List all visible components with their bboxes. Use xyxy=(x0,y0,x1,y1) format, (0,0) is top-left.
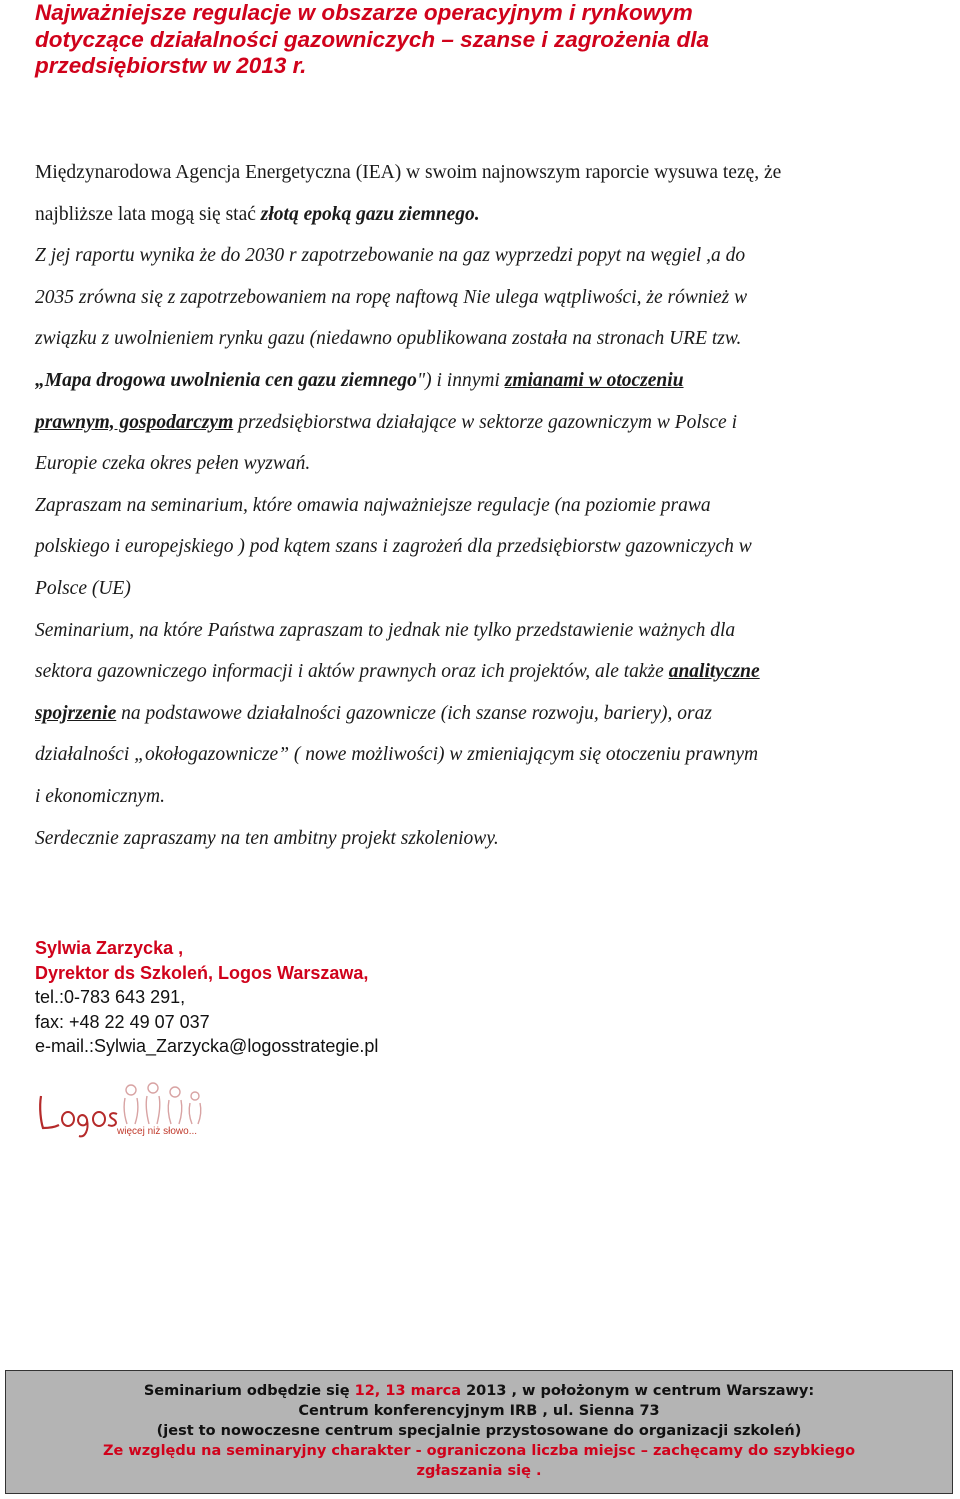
body-line-9: Zapraszam na seminarium, które omawia najważniejsze regulacje (na poziomie prawa xyxy=(35,494,711,516)
body-line-17: Serdecznie zapraszamy na ten ambitny projekt szkoleniowy. xyxy=(35,827,499,849)
footer-line-5: zgłaszania się . xyxy=(416,1463,542,1479)
body-line-2-text: najbliższe lata mogą się stać xyxy=(35,203,261,225)
body-line-6 xyxy=(35,360,935,402)
body-line-5: związku z uwolnieniem rynku gazu (niedawno opublikowana została na stronach URE tzw. xyxy=(35,328,742,350)
body-line-7 xyxy=(35,402,935,444)
body-line-14 xyxy=(35,693,935,735)
title-line-3: przedsiębiorstw w 2013 r. xyxy=(35,53,307,78)
body-line-13-text: sektora gazowniczego informacji i aktów prawnych oraz ich projektów, ale także xyxy=(35,661,669,683)
signature-name: Sylwia Zarzycka , xyxy=(35,938,184,958)
body-line-15: działalności „okołogazownicze” ( nowe możliwości) w zmieniającym się otoczeniu prawnym xyxy=(35,744,759,766)
body-line-12: Seminarium, na które Państwa zapraszam to jednak nie tylko przedstawienie ważnych dla xyxy=(35,619,736,641)
signature-block xyxy=(35,936,378,1059)
footer-line-1 xyxy=(6,1381,952,1401)
roadmap-title: „Mapa drogowa uwolnienia cen gazu ziemnego xyxy=(35,369,417,391)
body-line-11: Polsce (UE) xyxy=(35,577,131,599)
footer-line-2: Centrum konferencyjnym IRB , ul. Sienna 73 xyxy=(298,1403,660,1419)
legal-economic-highlight: prawnym, gospodarczym xyxy=(35,411,234,433)
seminar-dates: 12, 13 marca xyxy=(354,1383,467,1399)
logo-tagline: więcej niż słowo... xyxy=(117,1126,198,1137)
changes-highlight: zmianami w otoczeniu xyxy=(504,369,684,391)
body-line-10: polskiego i europejskiego ) pod kątem szans i zagrożeń dla przedsiębiorstw gazowniczych w xyxy=(35,536,752,558)
body-line-3: Z jej raportu wynika że do 2030 r zapotrzebowanie na gaz wyprzedzi popyt na węgiel ,a do xyxy=(35,245,746,267)
body-line-7-text: przedsiębiorstwa działające w sektorze gazowniczym w Polsce i xyxy=(233,411,737,433)
logos-logo-graphic xyxy=(35,1078,215,1148)
title-line-1: Najważniejsze regulacje w obszarze operacyjnym i rynkowym xyxy=(35,0,693,25)
analytical-highlight: analityczne xyxy=(668,661,760,683)
body-line-2 xyxy=(35,194,935,236)
body-text xyxy=(35,152,935,859)
seminar-info-box xyxy=(5,1370,953,1494)
footer-line-3: (jest to nowoczesne centrum specjalnie przystosowane do organizacji szkoleń) xyxy=(156,1423,802,1439)
body-line-6-text: ") i innymi xyxy=(416,369,505,391)
body-line-13 xyxy=(35,651,935,693)
body-line-4: 2035 zrówna się z zapotrzebowaniem na ropę naftową Nie ulega wątpliwości, że również w xyxy=(35,286,748,308)
title-line-2: dotyczące działalności gazowniczych – szanse i zagrożenia dla xyxy=(35,26,709,52)
signature-role: Dyrektor ds Szkoleń, Logos Warszawa, xyxy=(35,962,369,983)
signature-fax: fax: +48 22 49 07 037 xyxy=(35,1011,210,1032)
footer-line-4: Ze względu na seminaryjny charakter - ograniczona liczba miejsc – zachęcamy do szybkiego xyxy=(102,1443,856,1459)
signature-email[interactable]: e-mail.:Sylwia_Zarzycka@logosstrategie.pl xyxy=(35,1036,379,1056)
view-highlight: spojrzenie xyxy=(35,702,117,724)
body-line-14-text: na podstawowe działalności gazownicze (ich szanse rozwoju, bariery), oraz xyxy=(116,702,712,724)
logos-logo xyxy=(35,1078,215,1148)
body-line-8: Europie czeka okres pełen wyzwań. xyxy=(35,453,311,475)
body-line-1: Międzynarodowa Agencja Energetyczna (IEA) w swoim najnowszym raporcie wysuwa tezę, że xyxy=(35,162,782,183)
body-line-16: i ekonomicznym. xyxy=(35,785,165,807)
document-title xyxy=(35,0,935,80)
footer-line-1-end: 2013 , w położonym w centrum Warszawy: xyxy=(466,1383,815,1399)
golden-age-highlight: złotą epoką gazu ziemnego. xyxy=(260,203,480,225)
signature-phone: tel.:0-783 643 291, xyxy=(35,987,186,1007)
footer-line-1-start: Seminarium odbędzie się xyxy=(143,1383,355,1399)
